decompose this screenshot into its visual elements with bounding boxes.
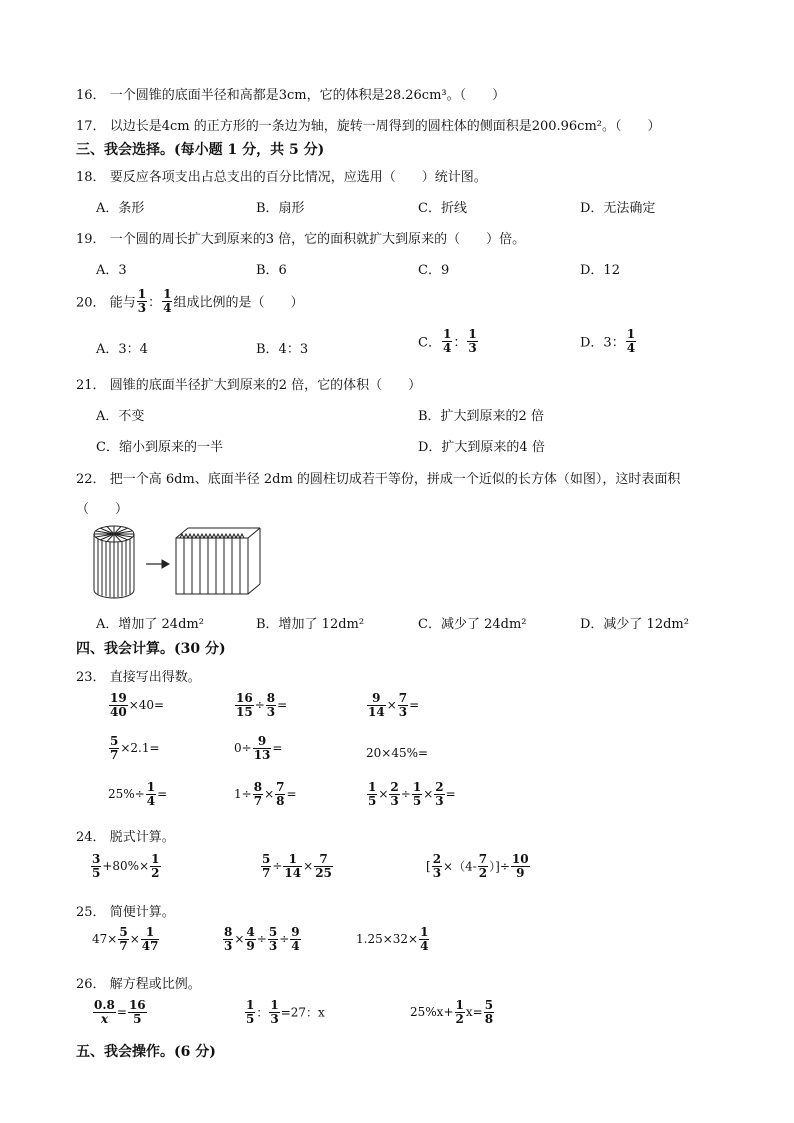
denominator: 4 xyxy=(442,340,452,355)
fraction xyxy=(91,853,101,879)
question-text: 能与 xyxy=(109,295,136,311)
operator: = xyxy=(157,787,168,802)
fraction xyxy=(146,781,156,807)
numerator: 1 xyxy=(468,327,477,341)
fraction xyxy=(432,853,442,879)
expression xyxy=(260,853,334,879)
numerator: 16 xyxy=(236,691,253,705)
expression-text: =27：x xyxy=(280,1005,325,1020)
numerator: 1 xyxy=(442,327,452,341)
numerator: 9 xyxy=(367,692,386,706)
option-b: B．扩大到原来的2 倍 xyxy=(418,409,544,424)
fraction xyxy=(269,999,279,1025)
arrow-icon xyxy=(146,560,169,568)
denominator: 3 xyxy=(390,793,399,808)
fraction xyxy=(389,781,399,807)
numerator: 1 xyxy=(412,780,422,794)
option-b: B．扇形 xyxy=(256,201,305,216)
denominator: 9 xyxy=(516,865,525,880)
operator: × xyxy=(423,787,434,802)
option-c: C．减少了 24dm² xyxy=(418,617,527,632)
question-text: 把一个高 6dm、底面半径 2dm 的圆柱切成若干等份，拼成一个近似的长方体（如图），这时表面积 xyxy=(109,472,681,487)
denominator: 4 xyxy=(163,300,172,315)
numerator: 2 xyxy=(390,780,399,794)
fraction xyxy=(253,735,272,761)
fraction xyxy=(109,692,128,718)
section-5-heading: 五、我会操作。(6 分) xyxy=(76,1044,216,1060)
option-d: D．减少了 12dm² xyxy=(580,617,689,632)
numerator: 1 xyxy=(141,926,160,940)
option-d: D．12 xyxy=(580,263,620,278)
fraction xyxy=(626,328,636,354)
denominator: 25 xyxy=(315,865,332,880)
numerator: 4 xyxy=(246,925,255,939)
fraction xyxy=(314,853,333,879)
numerator: 3 xyxy=(92,852,101,866)
numerator: 16 xyxy=(128,998,146,1012)
denominator: 2 xyxy=(478,865,488,880)
option-d: D．扩大到原来的4 倍 xyxy=(418,440,545,455)
numerator: 5 xyxy=(119,925,128,939)
fraction xyxy=(128,999,147,1025)
question-26 xyxy=(76,973,201,992)
fraction xyxy=(412,781,422,807)
numerator: 1 xyxy=(163,287,172,301)
denominator: 5 xyxy=(92,865,101,880)
numerator: 1 xyxy=(626,327,636,341)
numerator: 1 xyxy=(420,925,429,939)
expression xyxy=(92,999,148,1025)
fraction xyxy=(484,999,494,1025)
fraction xyxy=(261,853,271,879)
denominator: 3 xyxy=(398,704,408,719)
expression xyxy=(234,692,287,718)
fraction xyxy=(235,692,254,718)
numerator: 19 xyxy=(110,691,127,705)
numerator: 8 xyxy=(224,925,233,939)
section-3-heading: 三、我会选择。(每小题 1 分，共 5 分) xyxy=(76,142,325,158)
question-text: 一个圆锥的底面半径和高都是3cm，它的体积是28.26cm³。（ ） xyxy=(109,88,506,103)
ratio-colon: ： xyxy=(148,295,162,311)
question-number: 17． xyxy=(76,119,106,134)
denominator: 5 xyxy=(246,1011,255,1026)
expression-text: 25%x+ xyxy=(410,1005,454,1020)
numerator: 0.8 xyxy=(94,998,115,1012)
expression-text: 1÷ xyxy=(234,787,252,802)
expression xyxy=(234,735,282,761)
operator: ÷ xyxy=(254,698,265,713)
expression xyxy=(426,853,531,879)
denominator: 4 xyxy=(146,793,156,808)
question-number: 24． xyxy=(76,830,106,845)
question-text: 圆锥的底面半径扩大到原来的2 倍，它的体积（ ） xyxy=(109,378,422,393)
fraction xyxy=(150,853,160,879)
fraction xyxy=(511,853,530,879)
denominator: 15 xyxy=(236,704,253,719)
option-c: C．缩小到原来的一半 xyxy=(96,440,223,455)
option-a: A．3：4 xyxy=(96,342,148,357)
denominator: 4 xyxy=(291,938,300,953)
bracket: [ xyxy=(426,859,431,874)
expression xyxy=(92,926,160,952)
denominator: 7 xyxy=(110,747,119,762)
numerator: 1 xyxy=(246,998,255,1012)
denominator: 4 xyxy=(626,340,636,355)
ratio-colon: ： xyxy=(256,1005,269,1020)
numerator: 5 xyxy=(110,734,119,748)
operator: ÷ xyxy=(400,787,411,802)
question-20 xyxy=(76,288,303,314)
numerator: 1 xyxy=(455,998,464,1012)
denominator: 3 xyxy=(137,300,147,315)
operator: × xyxy=(264,787,275,802)
option-b: B．4：3 xyxy=(256,342,309,357)
question-24 xyxy=(76,826,175,845)
denominator: 3 xyxy=(224,938,233,953)
fraction xyxy=(398,692,408,718)
denominator: 8 xyxy=(484,1011,494,1026)
numerator: 2 xyxy=(432,852,442,866)
denominator: 7 xyxy=(253,793,263,808)
denominator: x xyxy=(100,1011,109,1026)
numerator: 5 xyxy=(484,998,494,1012)
expression xyxy=(234,781,297,807)
fraction xyxy=(275,781,285,807)
operator: = xyxy=(445,787,456,802)
question-number: 22． xyxy=(76,472,106,487)
expression-text: ×40= xyxy=(128,698,165,713)
question-text: 解方程或比例。 xyxy=(109,977,201,992)
operator: × xyxy=(386,698,397,713)
fraction xyxy=(141,926,160,952)
denominator: 13 xyxy=(253,747,271,762)
denominator: 5 xyxy=(133,1011,142,1026)
expression: 20×45%= xyxy=(366,746,429,760)
question-number: 19． xyxy=(76,232,106,247)
operator: × xyxy=(303,859,314,874)
denominator: 3 xyxy=(468,340,477,355)
question-number: 20． xyxy=(76,295,106,311)
operator: ÷ xyxy=(279,932,290,947)
numerator: 1 xyxy=(137,287,147,301)
denominator: 14 xyxy=(368,704,385,719)
numerator: 9 xyxy=(291,925,300,939)
operator: = xyxy=(272,741,283,756)
operator: = xyxy=(116,1005,127,1020)
fraction xyxy=(137,288,147,314)
expression xyxy=(108,735,160,761)
option-a: A．不变 xyxy=(96,409,145,424)
question-25 xyxy=(76,901,175,920)
numerator: 1 xyxy=(151,852,160,866)
question-17 xyxy=(76,115,661,134)
expression xyxy=(366,692,419,718)
fraction xyxy=(268,926,278,952)
expression xyxy=(410,999,495,1025)
question-number: 25． xyxy=(76,905,106,920)
operator: × xyxy=(129,932,140,947)
expression-text: 0÷ xyxy=(234,741,252,756)
operator: ÷ xyxy=(272,859,283,874)
fraction xyxy=(478,853,488,879)
fraction xyxy=(223,926,233,952)
question-text: 组成比例的是（ ） xyxy=(173,295,304,311)
answer-blank: （ ） xyxy=(76,502,129,517)
option-a: A．条形 xyxy=(96,201,145,216)
operator: = xyxy=(286,787,297,802)
expression xyxy=(90,853,162,879)
numerator: 7 xyxy=(276,780,285,794)
operator: = xyxy=(409,698,420,713)
cuboid-shape xyxy=(176,528,260,594)
numerator: 5 xyxy=(268,925,278,939)
option-b: B．增加了 12dm² xyxy=(256,617,365,632)
question-19 xyxy=(76,228,525,247)
operator: × xyxy=(234,932,245,947)
option-label: C． xyxy=(418,335,441,351)
question-text: 要反应各项支出占总支出的百分比情况，应选用（ ）统计图。 xyxy=(109,170,487,185)
expression-text: x= xyxy=(465,1005,483,1020)
ratio-colon: ： xyxy=(453,335,467,351)
expression xyxy=(366,781,456,807)
cylinder-shape xyxy=(94,526,134,598)
question-text: 以边长是4cm 的正方形的一条边为轴，旋转一周得到的圆柱体的侧面积是200.96cm²。（ ） xyxy=(109,119,661,134)
numerator: 7 xyxy=(478,852,488,866)
denominator: 3 xyxy=(432,865,442,880)
numerator: 7 xyxy=(398,691,408,705)
fraction xyxy=(367,692,386,718)
numerator: 1 xyxy=(283,853,302,867)
question-number: 16． xyxy=(76,88,106,103)
question-21 xyxy=(76,374,421,393)
question-text: 简便计算。 xyxy=(109,905,175,920)
operator: × xyxy=(378,787,389,802)
expression-text: ）]÷ xyxy=(489,859,510,874)
denominator: 8 xyxy=(276,793,285,808)
denominator: 3 xyxy=(270,1011,279,1026)
expression xyxy=(222,926,302,952)
fraction xyxy=(442,328,452,354)
expression-text: 1.25×32× xyxy=(356,932,419,947)
cylinder-to-cuboid-figure xyxy=(90,524,270,602)
question-number: 26． xyxy=(76,977,106,992)
denominator: 2 xyxy=(455,1011,464,1026)
option-c: C．折线 xyxy=(418,201,467,216)
denominator: 4 xyxy=(420,938,429,953)
operator: ÷ xyxy=(256,932,267,947)
expression xyxy=(108,781,167,807)
numerator: 1 xyxy=(270,998,279,1012)
numerator: 8 xyxy=(266,691,276,705)
fraction xyxy=(266,692,276,718)
fraction xyxy=(455,999,465,1025)
question-16 xyxy=(76,84,505,103)
fraction xyxy=(419,926,429,952)
question-text: 一个圆的周长扩大到原来的3 倍，它的面积就扩大到原来的（ ）倍。 xyxy=(109,232,526,247)
fraction xyxy=(434,781,444,807)
option-a: A．3 xyxy=(96,263,127,278)
fraction xyxy=(118,926,128,952)
denominator: 14 xyxy=(284,865,302,880)
question-23 xyxy=(76,666,201,685)
fraction xyxy=(290,926,300,952)
question-number: 18． xyxy=(76,170,106,185)
denominator: 40 xyxy=(110,704,127,719)
denominator: 5 xyxy=(368,793,377,808)
expression-text: 47× xyxy=(92,932,118,947)
question-number: 23． xyxy=(76,670,106,685)
option-a: A．增加了 24dm² xyxy=(96,617,204,632)
expression-text: +80%× xyxy=(102,859,150,874)
expression-text: ×（4- xyxy=(443,859,477,874)
fraction xyxy=(245,926,255,952)
denominator: 3 xyxy=(268,938,278,953)
fraction xyxy=(253,781,263,807)
question-text: 脱式计算。 xyxy=(109,830,175,845)
denominator: 5 xyxy=(412,793,422,808)
numerator: 5 xyxy=(262,852,271,866)
numerator: 2 xyxy=(435,780,444,794)
section-4-heading: 四、我会计算。(30 分) xyxy=(76,641,226,657)
expression-text: 25%÷ xyxy=(108,787,145,802)
fraction xyxy=(93,999,116,1025)
expression-text: ×2.1= xyxy=(120,741,160,756)
question-text: 直接写出得数。 xyxy=(109,670,201,685)
denominator: 9 xyxy=(246,938,255,953)
option-d: D．无法确定 xyxy=(580,201,656,216)
option-c: C．9 xyxy=(418,263,450,278)
option-c xyxy=(418,328,479,354)
fraction xyxy=(283,853,302,879)
option-label: D．3： xyxy=(580,335,625,351)
expression xyxy=(244,999,325,1025)
fraction xyxy=(245,999,255,1025)
question-18 xyxy=(76,166,487,185)
denominator: 7 xyxy=(119,938,128,953)
option-d xyxy=(580,328,637,354)
numerator: 1 xyxy=(146,780,156,794)
numerator: 8 xyxy=(253,780,263,794)
fraction xyxy=(467,328,477,354)
question-number: 21． xyxy=(76,378,106,393)
expression xyxy=(356,926,430,952)
operator: = xyxy=(277,698,288,713)
denominator: 3 xyxy=(266,704,276,719)
question-22 xyxy=(76,468,680,487)
numerator: 7 xyxy=(314,853,333,867)
numerator: 10 xyxy=(511,852,529,866)
option-b: B．6 xyxy=(256,263,287,278)
denominator: 3 xyxy=(435,793,444,808)
numerator: 9 xyxy=(253,735,272,749)
denominator: 2 xyxy=(151,865,160,880)
fraction xyxy=(162,288,172,314)
denominator: 7 xyxy=(262,865,271,880)
expression xyxy=(108,692,164,718)
fraction xyxy=(109,735,119,761)
fraction xyxy=(367,781,377,807)
numerator: 1 xyxy=(368,780,377,794)
denominator: 47 xyxy=(141,938,159,953)
